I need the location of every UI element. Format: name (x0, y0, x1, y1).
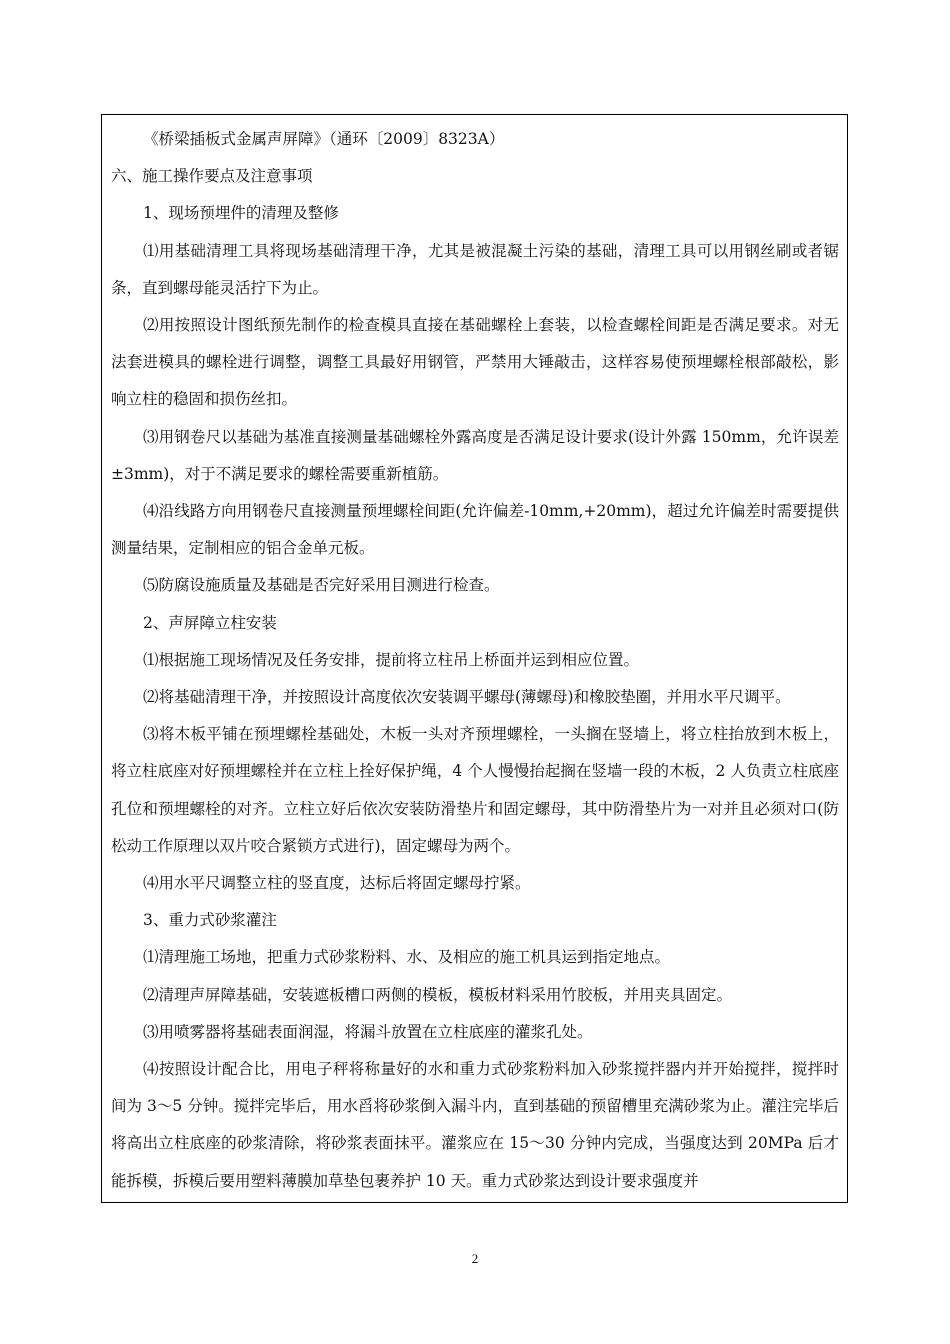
paragraph-1-3: ⑶用钢卷尺以基础为基准直接测量基础螺栓外露高度是否满足设计要求(设计外露 150mm，允许误差±3mm)，对于不满足要求的螺栓需要重新植筋。 (111, 427, 839, 483)
paragraph-1-5: ⑸防腐设施质量及基础是否完好采用目测进行检查。 (143, 576, 500, 595)
section-heading-6: 六、施工操作要点及注意事项 (111, 167, 313, 186)
paragraph-3-4: ⑷按照设计配合比，用电子秤将称量好的水和重力式砂浆粉料加入砂浆搅拌器内并开始搅拌，搅拌时间为 3～5 分钟。搅拌完毕后，用水舀将砂浆倒入漏斗内，直到基础的预留槽里充满砂浆为止。灌注完毕后将高出立柱底座的砂浆清除，将砂浆表面抹平。灌浆应在 15～30 分钟内完成，当强度达到 20MPa 后才能拆模，拆模后要用塑料薄膜加草垫包裹养护 10 天。重力式砂浆达到设计要求强度并 (111, 1060, 839, 1190)
subsection-heading-3: 3、重力式砂浆灌注 (143, 911, 277, 930)
paragraph-2-3: ⑶将木板平铺在预埋螺栓基础处，木板一头对齐预埋螺栓，一头搁在竖墙上，将立柱抬放到木板上，将立柱底座对好预埋螺栓并在立柱上拴好保护绳，4 个人慢慢抬起搁在竖墙一段的木板，2 人负责立柱底座孔位和预埋螺栓的对齐。立柱立好后依次安装防滑垫片和固定螺母，其中防滑垫片为一对并且必须对口(防松动工作原理以双片咬合紧锁方式进行)，固定螺母为两个。 (111, 725, 839, 855)
page-number: 2 (471, 1251, 479, 1266)
content-frame (101, 114, 848, 1203)
paragraph-1-4: ⑷沿线路方向用钢卷尺直接测量预埋螺栓间距(允许偏差-10mm,+20mm)，超过允许偏差时需要提供测量结果，定制相应的铝合金单元板。 (111, 502, 839, 558)
document-body (111, 121, 839, 1200)
subsection-heading-1: 1、现场预埋件的清理及整修 (143, 204, 339, 223)
paragraph-standard-ref: 《桥梁插板式金属声屏障》（通环〔2009〕8323A） (143, 130, 505, 148)
paragraph-3-2: ⑵清理声屏障基础，安装遮板槽口两侧的模板，模板材料采用竹胶板，并用夹具固定。 (143, 985, 733, 1004)
paragraph-2-1: ⑴根据施工现场情况及任务安排，提前将立柱吊上桥面并运到相应位置。 (143, 650, 640, 669)
paragraph-2-2: ⑵将基础清理干净，并按照设计高度依次安装调平螺母(薄螺母)和橡胶垫圈，并用水平尺调平。 (143, 688, 791, 707)
subsection-heading-2: 2、声屏障立柱安装 (143, 613, 277, 632)
paragraph-3-1: ⑴清理施工场地，把重力式砂浆粉料、水、及相应的施工机具运到指定地点。 (143, 948, 671, 967)
paragraph-2-4: ⑷用水平尺调整立柱的竖直度，达标后将固定螺母拧紧。 (143, 874, 531, 893)
paragraph-1-2: ⑵用按照设计图纸预先制作的检查模具直接在基础螺栓上套装，以检查螺栓间距是否满足要求。对无法套进模具的螺栓进行调整，调整工具最好用钢管，严禁用大锤敲击，这样容易使预埋螺栓根部敲松，影响立柱的稳固和损伤丝扣。 (111, 316, 839, 409)
paragraph-3-3: ⑶用喷雾器将基础表面润湿，将漏斗放置在立柱底座的灌浆孔处。 (143, 1022, 593, 1041)
paragraph-1-1: ⑴用基础清理工具将现场基础清理干净，尤其是被混凝土污染的基础，清理工具可以用钢丝刷或者锯条，直到螺母能灵活拧下为止。 (111, 241, 839, 297)
